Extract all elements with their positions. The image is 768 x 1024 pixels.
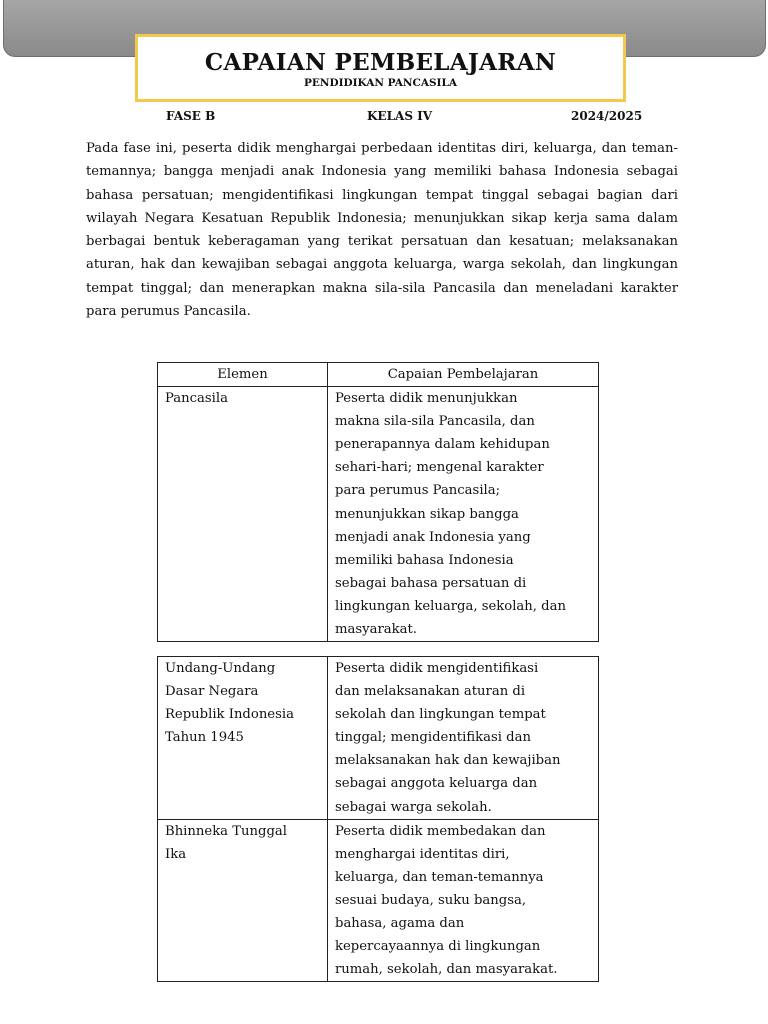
header-elemen: Elemen (158, 363, 328, 387)
header-capaian: Capaian Pembelajaran (328, 363, 599, 387)
elemen-cell: Pancasila (158, 387, 328, 642)
table-header-row (158, 363, 599, 387)
table-row (158, 819, 599, 982)
capaian-cell: Peserta didik menunjukkan makna sila-sila Pancasila, dan penerapannya dalam kehidupan sehari-hari; mengenal karakter para perumus Pancasila; menunjukkan sikap bangga menjadi anak Indonesia yang memiliki bahasa Indonesia sebagai bahasa persatuan di lingkungan keluarga, sekolah, dan masyarakat. (328, 387, 599, 642)
table-row (158, 657, 599, 820)
kelas-label: KELAS IV (367, 109, 433, 123)
year-label: 2024/2025 (571, 109, 643, 123)
meta-row (0, 109, 768, 127)
page-subtitle: PENDIDIKAN PANCASILA (303, 77, 458, 89)
elemen-cell: Bhinneka Tunggal Ika (158, 819, 328, 982)
intro-paragraph: Pada fase ini, peserta didik menghargai perbedaan identitas diri, keluarga, dan teman-temannya; bangga menjadi anak Indonesia yang memiliki bahasa Indonesia sebagai bahasa persatuan; mengidentifikasi lingkungan tempat tinggal sebagai bagian dari wilayah Negara Kesatuan Republik Indonesia; menunjukkan sikap kerja sama dalam berbagai bentuk keberagaman yang terikat persatuan dan kesatuan; melaksanakan aturan, hak dan kewajiban sebagai anggota keluarga, warga sekolah, dan lingkungan tempat tinggal; dan menerapkan makna sila-sila Pancasila dan meneladani karakter para perumus Pancasila. (86, 141, 678, 320)
elemen-table-1 (157, 362, 599, 642)
table-row (158, 387, 599, 642)
title-box (135, 34, 626, 102)
elemen-cell: Undang-Undang Dasar Negara Republik Indonesia Tahun 1945 (158, 657, 328, 820)
fase-label: FASE B (166, 109, 216, 123)
page-title: CAPAIAN PEMBELAJARAN (204, 49, 557, 76)
elemen-table-2 (157, 656, 599, 982)
capaian-cell: Peserta didik membedakan dan menghargai identitas diri, keluarga, dan teman-temannya sesuai budaya, suku bangsa, bahasa, agama dan kepercayaannya di lingkungan rumah, sekolah, dan masyarakat. (328, 819, 599, 982)
capaian-cell: Peserta didik mengidentifikasi dan melaksanakan aturan di sekolah dan lingkungan tempat tinggal; mengidentifikasi dan melaksanakan hak dan kewajiban sebagai anggota keluarga dan sebagai warga sekolah. (328, 657, 599, 820)
